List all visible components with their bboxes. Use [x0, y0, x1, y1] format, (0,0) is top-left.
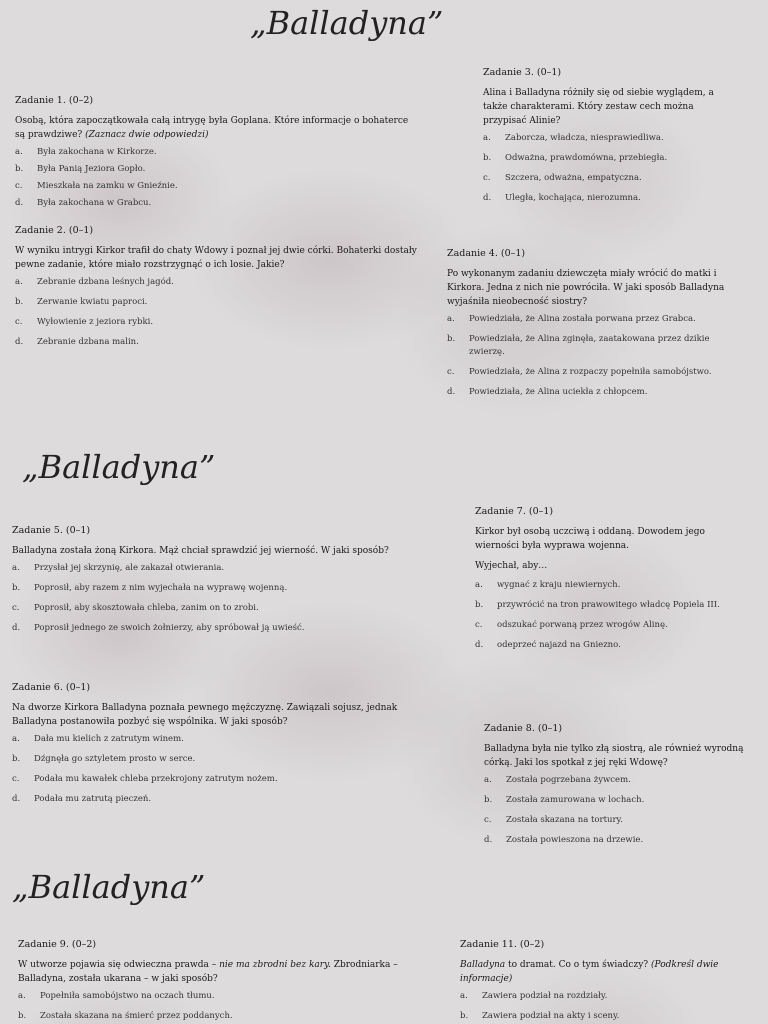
answer-options [15, 146, 415, 210]
answer-option-c[interactable]: c. Została skazana na tortury. [484, 815, 623, 825]
answer-options [460, 990, 730, 1023]
task-heading: Zadanie 7. (0–1) [475, 506, 554, 517]
answer-option-c[interactable]: c. Mieszkała na zamku w Gnieźnie. [15, 181, 178, 191]
task-11 [460, 938, 730, 1024]
task-question: Balladyna to dramat. Co o tym świadczy? (Podkreśl dwie informacje) [460, 960, 719, 984]
answer-option-a[interactable]: a. Zaborcza, władcza, niesprawiedliwa. [483, 133, 664, 143]
answer-option-d[interactable]: d. Była zakochana w Grabcu. [15, 198, 152, 208]
answer-options [447, 313, 737, 399]
task-question: Osobą, która zapoczątkowała całą intrygę była Goplana. Które informacje o bohaterce są prawdziwe? (Zaznacz dwie odpowiedzi) [15, 116, 409, 140]
answer-options [475, 579, 740, 652]
answer-option-d[interactable]: d. Poprosił jednego ze swoich żołnierzy, aby spróbował ją uwieść. [12, 623, 305, 633]
answer-option-a[interactable]: a. Popełniła samobójstwo na oczach tłumu. [18, 991, 215, 1001]
answer-option-d[interactable]: d. Została powieszona na drzewie. [484, 835, 644, 845]
task-question: Kirkor był osobą uczciwą i oddaną. Dowodem jego wierności była wyprawa wojenna. [475, 527, 705, 551]
worksheet-title: „Balladyna” [22, 448, 216, 486]
answer-option-b[interactable]: b. Dźgnęła go sztyletem prosto w serce. [12, 754, 196, 764]
answer-options [12, 562, 422, 635]
task-question: W wyniku intrygi Kirkor trafił do chaty Wdowy i poznał jej dwie córki. Bohaterki dostały pewne zadanie, które miało rozstrzygnąć o ich losie. Jakie? [15, 246, 417, 270]
answer-option-b[interactable]: b. Zawiera podział na akty i sceny. [460, 1011, 620, 1021]
answer-option-d[interactable]: d. Powiedziała, że Alina uciekła z chłopcem. [447, 387, 648, 397]
answer-options [18, 990, 408, 1023]
answer-option-a[interactable]: a. wygnać z kraju niewiernych. [475, 580, 621, 590]
task-question: Balladyna była nie tylko złą siostrą, ale również wyrodną córką. Jaki los spotkał z jej ręki Wdowę? [484, 744, 744, 768]
answer-option-a[interactable]: a. Powiedziała, że Alina została porwana przez Grabca. [447, 314, 696, 324]
task-9 [18, 938, 408, 1024]
task-8 [484, 722, 746, 854]
task-heading: Zadanie 2. (0–1) [15, 225, 94, 236]
answer-option-c[interactable]: c. Szczera, odważna, empatyczna. [483, 173, 642, 183]
answer-options [484, 774, 746, 847]
worksheet-panel-2 [0, 432, 768, 866]
task-4 [447, 247, 737, 406]
answer-option-c[interactable]: c. Wyłowienie z jeziora rybki. [15, 317, 154, 327]
answer-option-c[interactable]: c. Podała mu kawałek chleba przekrojony zatrutym nożem. [12, 774, 278, 784]
task-heading: Zadanie 11. (0–2) [460, 939, 545, 950]
answer-option-d[interactable]: d. Podała mu zatrutą pieczeń. [12, 794, 152, 804]
task-heading: Zadanie 3. (0–1) [483, 67, 562, 78]
task-question: Na dworze Kirkora Balladyna poznała pewnego mężczyznę. Zawiązali sojusz, jednak Balladyna postanowiła pozbyć się wspólnika. W jaki sposób? [12, 703, 398, 727]
task-question: W utworze pojawia się odwieczna prawda – nie ma zbrodni bez kary. Zbrodniarka – Balladyna, została ukarana – w jaki sposób? [18, 960, 398, 984]
answer-option-d[interactable]: d. Zebranie dzbana malin. [15, 337, 139, 347]
answer-option-b[interactable]: b. Była Panią Jeziora Gopło. [15, 164, 146, 174]
task-heading: Zadanie 8. (0–1) [484, 723, 563, 734]
worksheet-panel-1 [0, 0, 768, 432]
task-6 [12, 681, 440, 813]
answer-options [12, 733, 440, 806]
task-heading: Zadanie 6. (0–1) [12, 682, 91, 693]
task-7 [475, 505, 740, 659]
answer-option-b[interactable]: b. Poprosił, aby razem z nim wyjechała na wyprawę wojenną. [12, 583, 288, 593]
task-heading: Zadanie 1. (0–2) [15, 95, 94, 106]
answer-option-a[interactable]: a. Została pogrzebana żywcem. [484, 775, 631, 785]
task-question-continuation: Wyjechał, aby… [475, 561, 548, 571]
answer-option-b[interactable]: b. Odważna, prawdomówna, przebiegła. [483, 153, 668, 163]
task-heading: Zadanie 9. (0–2) [18, 939, 97, 950]
task-heading: Zadanie 4. (0–1) [447, 248, 526, 259]
task-question: Balladyna została żoną Kirkora. Mąż chciał sprawdzić jej wierność. W jaki sposób? [12, 546, 389, 556]
answer-option-a[interactable]: a. Zawiera podział na rozdziały. [460, 991, 608, 1001]
answer-option-c[interactable]: c. Powiedziała, że Alina z rozpaczy popełniła samobójstwo. [447, 367, 712, 377]
answer-option-a[interactable]: a. Przysłał jej skrzynię, ale zakazał otwierania. [12, 563, 225, 573]
answer-option-b[interactable]: b. przywrócić na tron prawowitego władcę Popiela III. [475, 600, 720, 610]
task-question: Po wykonanym zadaniu dziewczęta miały wrócić do matki i Kirkora. Jedna z nich nie powróciła. W jaki sposób Balladyna wyjaśniła nieobecność siostry? [447, 269, 725, 307]
answer-option-b[interactable]: b. Została skazana na śmierć przez poddanych. [18, 1011, 233, 1021]
task-1 [15, 94, 415, 214]
task-hint: (Podkreśl dwie informacje) [460, 960, 719, 984]
answer-option-a[interactable]: a. Dała mu kielich z zatrutym winem. [12, 734, 184, 744]
answer-options [15, 276, 420, 349]
answer-option-a[interactable]: a. Była zakochana w Kirkorze. [15, 147, 157, 157]
task-3 [483, 66, 723, 212]
task-heading: Zadanie 5. (0–1) [12, 525, 91, 536]
answer-option-a[interactable]: a. Zebranie dzbana leśnych jagód. [15, 277, 174, 287]
answer-options [483, 132, 723, 205]
answer-option-d[interactable]: d. odeprzeć najazd na Gniezno. [475, 640, 621, 650]
answer-option-c[interactable]: c. odszukać porwaną przez wrogów Alinę. [475, 620, 668, 630]
answer-option-b[interactable]: b. Została zamurowana w lochach. [484, 795, 645, 805]
worksheet-title: „Balladyna” [12, 868, 206, 906]
worksheet-title: „Balladyna” [250, 4, 444, 42]
answer-option-c[interactable]: c. Poprosił, aby skosztowała chleba, zanim on to zrobi. [12, 603, 259, 613]
answer-option-d[interactable]: d. Uległa, kochająca, nierozumna. [483, 193, 641, 203]
task-5 [12, 524, 422, 642]
task-2 [15, 224, 420, 356]
worksheet-panel-3 [0, 866, 768, 1024]
task-question: Alina i Balladyna różniły się od siebie wyglądem, a także charakterami. Który zestaw cech można przypisać Alinie? [483, 88, 714, 126]
answer-option-b[interactable]: b. Powiedziała, że Alina zginęła, zaatakowana przez dzikie zwierzę. [447, 334, 710, 357]
answer-option-b[interactable]: b. Zerwanie kwiatu paproci. [15, 297, 148, 307]
task-hint: (Zaznacz dwie odpowiedzi) [85, 130, 209, 140]
